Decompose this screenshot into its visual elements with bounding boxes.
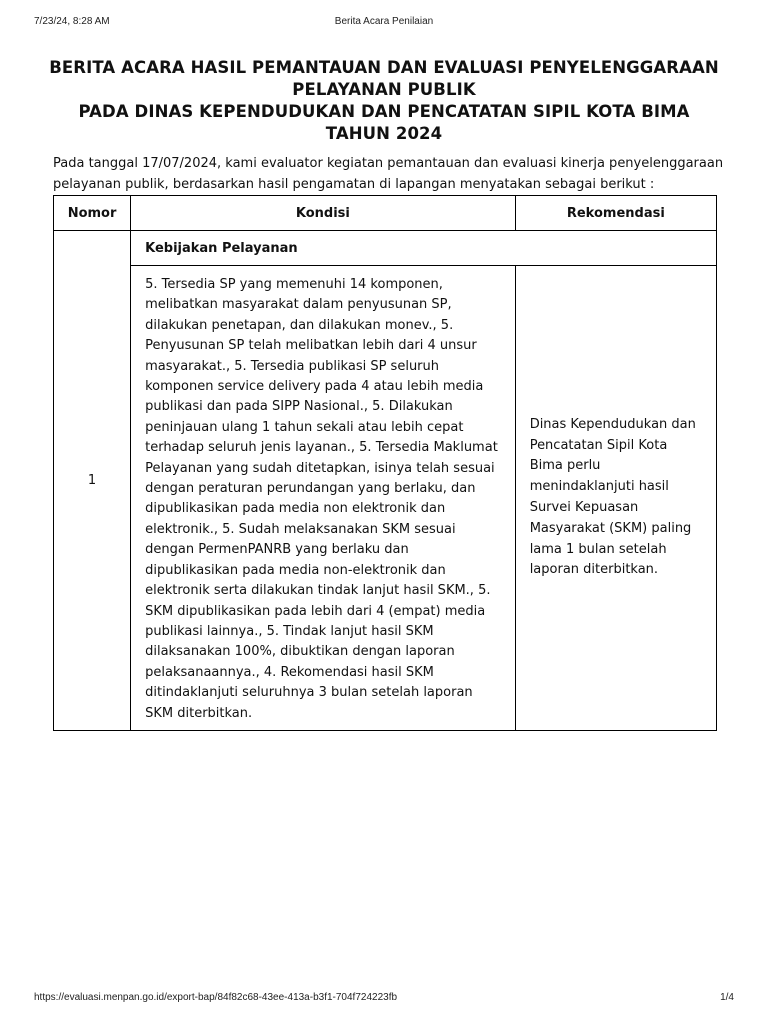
print-header — [34, 16, 734, 30]
section-heading: Kebijakan Pelayanan — [131, 231, 717, 266]
print-datetime: 7/23/24, 8:28 AM — [34, 16, 110, 27]
title-line: BERITA ACARA HASIL PEMANTAUAN DAN EVALUASI PENYELENGGARAAN — [49, 58, 719, 77]
print-footer — [34, 992, 734, 1006]
kondisi-cell: 5. Tersedia SP yang memenuhi 14 komponen, melibatkan masyarakat dalam penyusunan SP, dilakukan penetapan, dan dilakukan monev., 5. Penyusunan SP telah melibatkan lebih dari 4 unsur masyarakat., 5. Tersedia publikasi SP seluruh komponen service delivery pada 4 atau lebih media publikasi dan pada SIPP Nasional., 5. Dilakukan peninjauan ulang 1 tahun sekali atau lebih cepat terhadap seluruh jenis layanan., 5. Tersedia Maklumat Pelayanan yang sudah ditetapkan, isinya telah sesuai dengan peraturan perundangan yang berlaku, dan dipublikasikan pada media non elektronik dan elektronik., 5. Sudah melaksanakan SKM sesuai dengan PermenPANRB yang berlaku dan dipublikasikan pada media non-elektronik dan elektronik serta dilakukan tindak lanjut hasil SKM., 5. SKM dipublikasikan pada lebih dari 4 (empat) media publikasi lainnya., 5. Tindak lanjut hasil SKM dilaksanakan 100%, dibuktikan dengan laporan pelaksanaannya., 4. Rekomendasi hasil SKM ditindaklanjuti seluruhnya 3 bulan setelah laporan SKM diterbitkan. — [131, 266, 516, 731]
header-rekomendasi: Rekomendasi — [515, 196, 716, 231]
print-url: https://evaluasi.menpan.go.id/export-bap/84f82c68-43ee-413a-b3f1-704f724223fb — [34, 992, 398, 1003]
rekomendasi-cell: Dinas Kependudukan dan Pencatatan Sipil Kota Bima perlu menindaklanjuti hasil Survei Kepuasan Masyarakat (SKM) paling lama 1 bulan setelah laporan diterbitkan. — [515, 266, 716, 731]
table-row — [54, 231, 717, 266]
intro-paragraph: Pada tanggal 17/07/2024, kami evaluator kegiatan pemantauan dan evaluasi kinerja penyelenggaraan pelayanan publik, berdasarkan hasil pengamatan di lapangan menyatakan sebagai berikut : — [53, 156, 724, 192]
page-indicator: 1/4 — [720, 992, 734, 1003]
row-number: 1 — [54, 231, 131, 731]
print-page-title: Berita Acara Penilaian — [334, 16, 434, 27]
title-line: PADA DINAS KEPENDUDUKAN DAN PENCATATAN SIPIL KOTA BIMA — [78, 102, 690, 121]
header-kondisi: Kondisi — [131, 196, 516, 231]
title-line: PELAYANAN PUBLIK — [292, 80, 476, 99]
table-row — [54, 266, 717, 731]
table-header-row — [54, 196, 717, 231]
title-line: TAHUN 2024 — [325, 124, 443, 143]
header-nomor: Nomor — [54, 196, 131, 231]
document-title — [40, 57, 728, 145]
evaluation-table — [53, 195, 717, 731]
